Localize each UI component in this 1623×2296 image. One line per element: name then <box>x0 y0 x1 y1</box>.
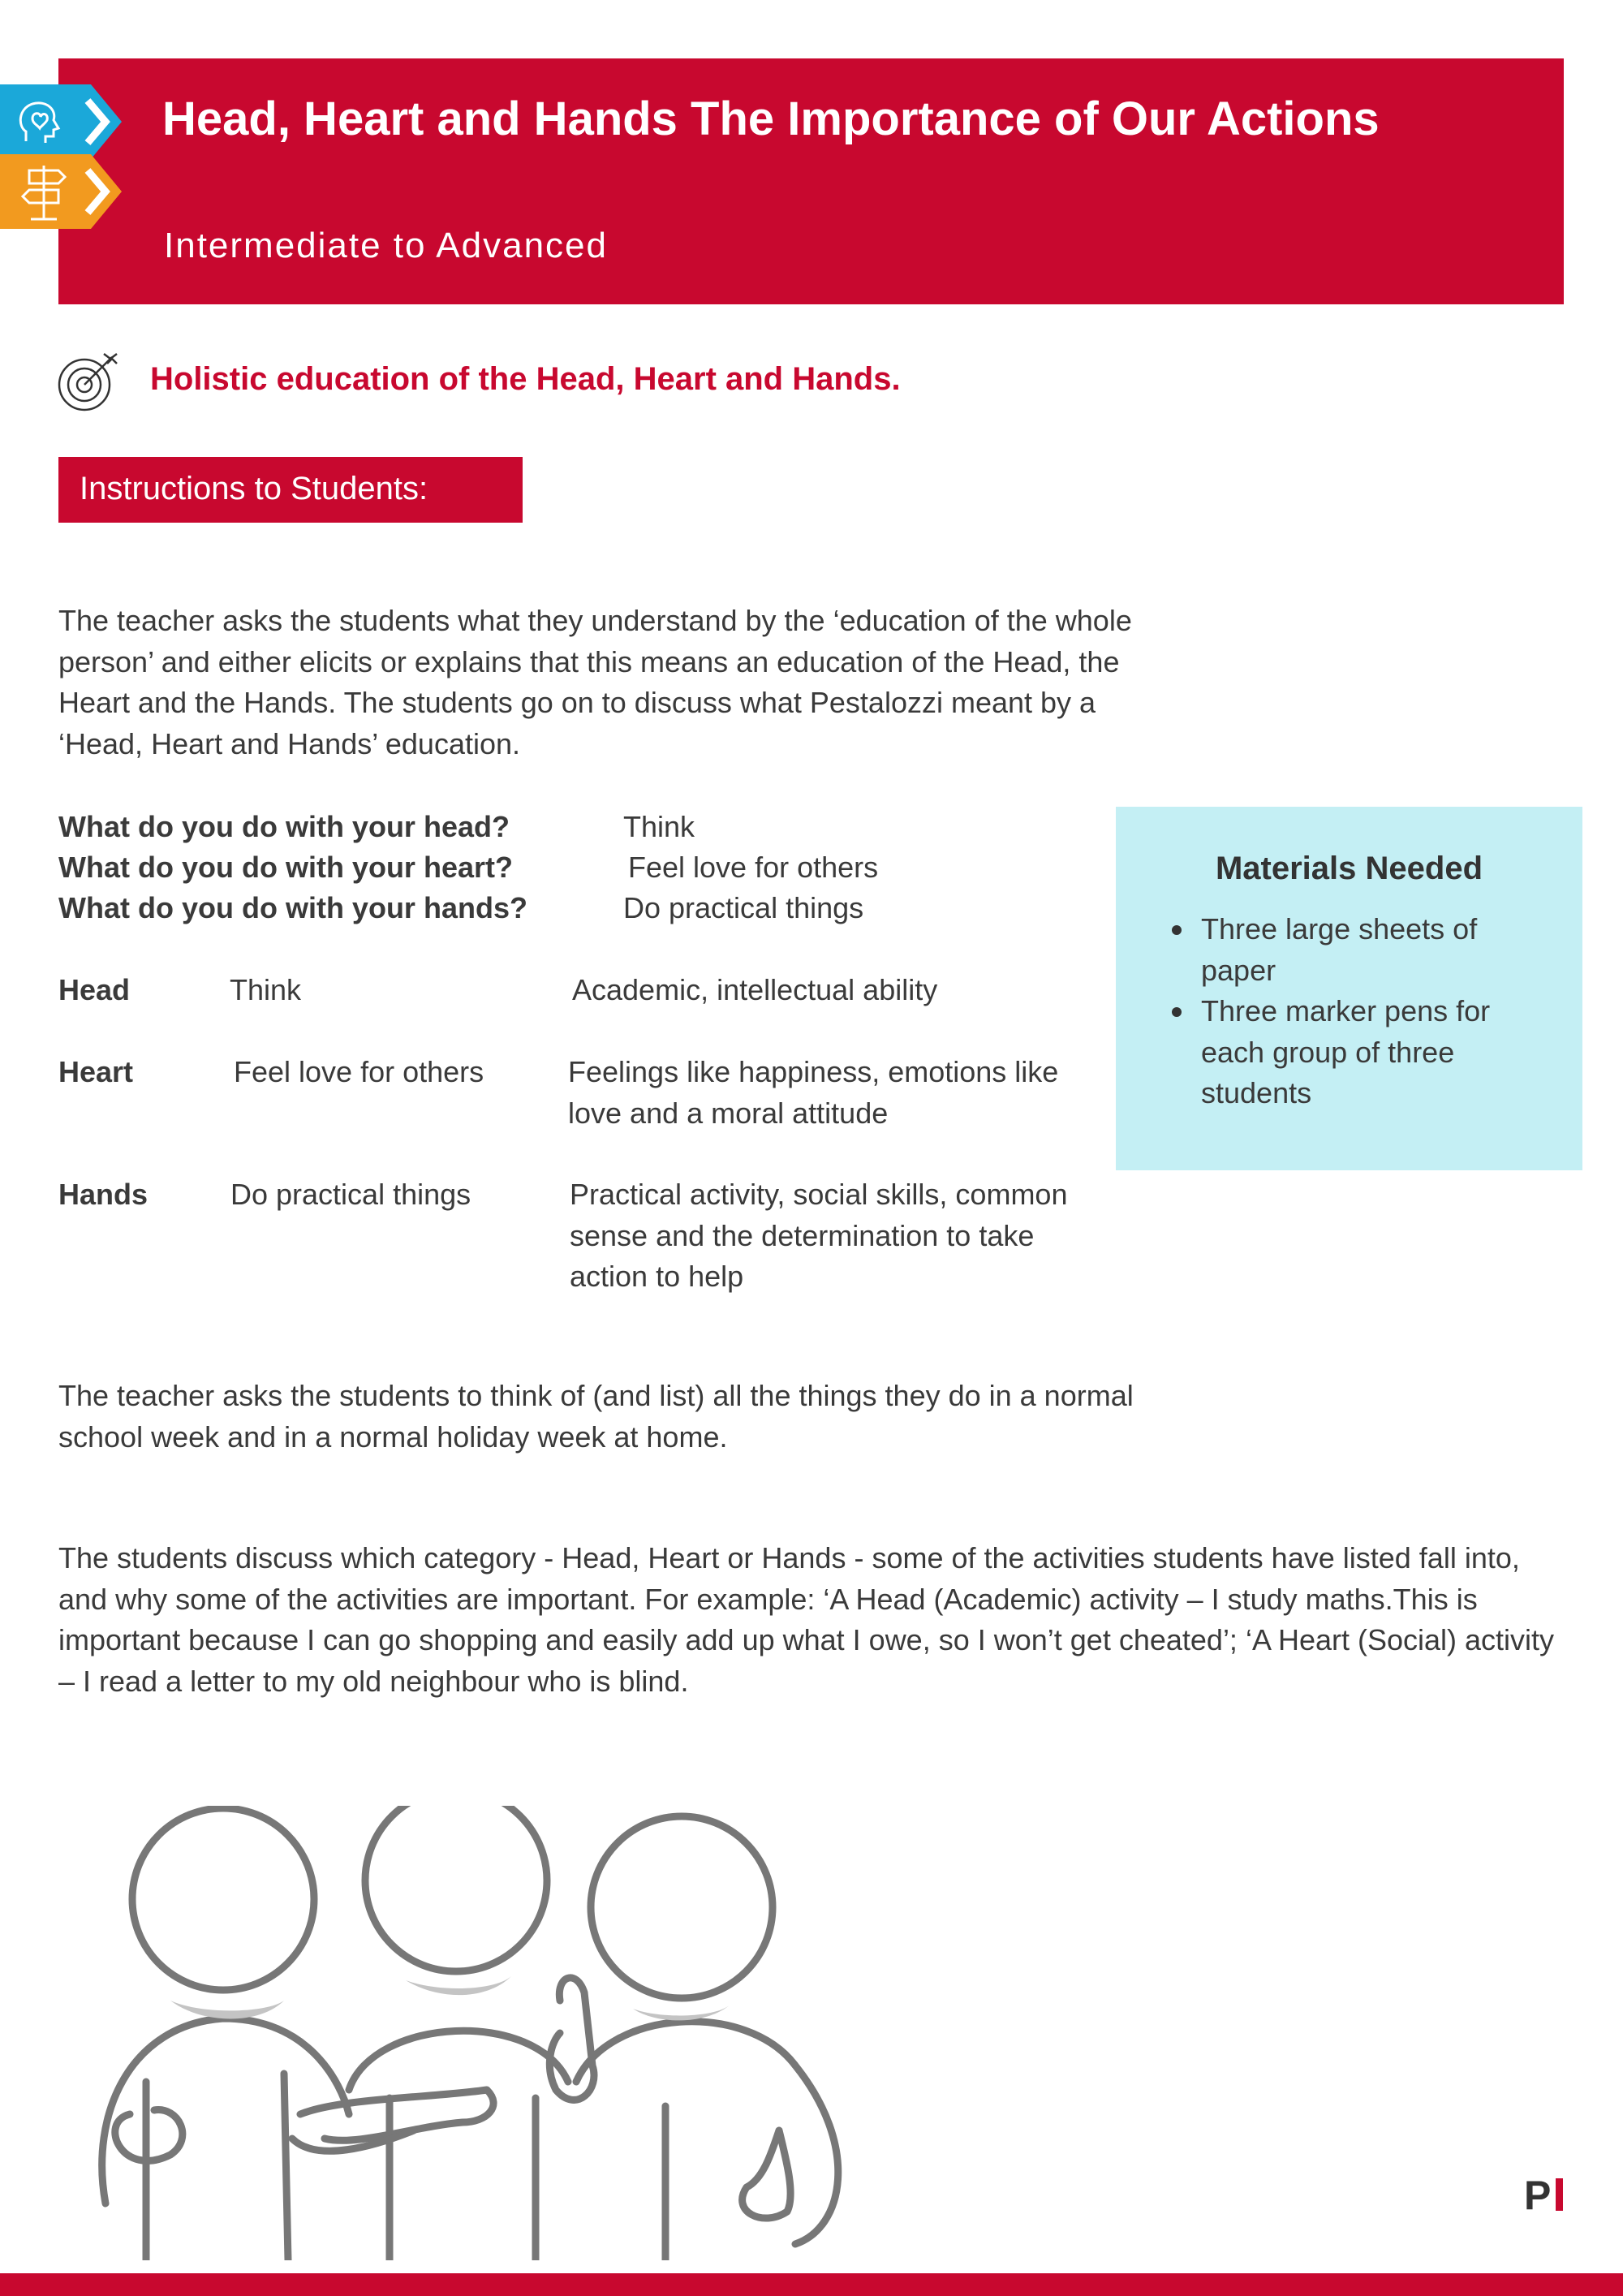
page-title: Head, Heart and Hands The Importance of Our Actions <box>162 93 1380 145</box>
materials-item: Three large sheets of paper <box>1201 909 1542 991</box>
head-tab <box>0 84 122 159</box>
answer-heart: Feel love for others <box>628 851 879 884</box>
level-subtitle: Intermediate to Advanced <box>164 226 608 265</box>
table-part-head: Head <box>58 973 131 1006</box>
target-icon <box>57 349 120 412</box>
publisher-logo: P <box>1524 2173 1552 2218</box>
signpost-icon <box>0 154 122 229</box>
question-heart: What do you do with your heart? <box>58 851 513 884</box>
materials-title: Materials Needed <box>1215 851 1483 886</box>
table-action-heart: Feel love for others <box>234 1055 484 1088</box>
table-action-hands: Do practical things <box>230 1178 471 1211</box>
materials-item: Three marker pens for each group of three students <box>1201 991 1542 1114</box>
table-meaning-hands: Practical activity, social skills, common sense and the determination to take action to help <box>570 1178 1068 1293</box>
activity-paragraph: The teacher asks the students to think of (and list) all the things they do in a normal school week and in a normal holiday week at home. <box>58 1379 1134 1454</box>
instructions-heading: Instructions to Students: <box>80 471 428 506</box>
learning-goal: Holistic education of the Head, Heart and Hands. <box>150 361 901 397</box>
table-action-head: Think <box>230 973 302 1006</box>
discussion-paragraph: The students discuss which category - Head, Heart or Hands - some of the activities students have listed fall into, and why some of the activities are important. For example: ‘A Head (Academic) activity – I study maths.This is important because I can go shopping and easily add up what I owe, so I won’t get cheated’; ‘A Heart (Social) activity – I read a letter to my old neighbour who is blind. <box>58 1541 1555 1698</box>
hands-tab <box>0 154 122 229</box>
table-part-heart: Heart <box>58 1055 134 1088</box>
logo-accent-bar <box>1556 2178 1563 2211</box>
table-meaning-head: Academic, intellectual ability <box>572 973 938 1006</box>
question-hands: What do you do with your hands? <box>58 891 527 924</box>
intro-paragraph: The teacher asks the students what they understand by the ‘education of the whole person’ and either elicits or explains that this means an education of the Head, the Heart and the Hands. The students go on to discuss what Pestalozzi meant by a ‘Head, Heart and Hands’ education. <box>58 604 1132 760</box>
answer-head: Think <box>623 810 695 843</box>
question-head: What do you do with your head? <box>58 810 510 843</box>
materials-list <box>1201 909 1542 1114</box>
answer-hands: Do practical things <box>623 891 864 924</box>
table-meaning-heart: Feelings like happiness, emotions like love and a moral attitude <box>568 1055 1059 1130</box>
footer-band <box>0 2273 1623 2296</box>
table-part-hands: Hands <box>58 1178 149 1211</box>
head-brain-icon <box>0 84 122 159</box>
three-students-illustration <box>81 1806 860 2260</box>
